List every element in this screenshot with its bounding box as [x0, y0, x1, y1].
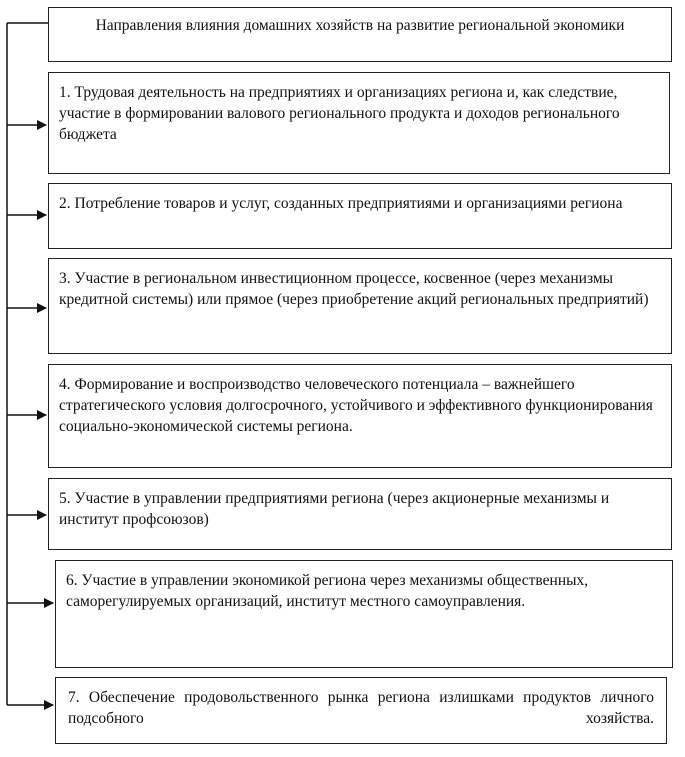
direction-text-3: 3. Участие в региональном инвестиционном процессе, косвенное (через механизмы кредитной системы) или прямое (через приобретение акций региональных предприятий)	[59, 270, 649, 308]
title-box	[48, 7, 672, 62]
title-text: Направления влияния домашних хозяйств на развитие региональной экономики	[95, 17, 625, 34]
direction-box-4	[48, 364, 672, 468]
direction-text-5: 5. Участие в управлении предприятиями региона (через акционерные механизмы и институт профсоюзов)	[59, 490, 610, 528]
direction-box-5	[48, 478, 672, 550]
direction-box-2	[48, 183, 672, 249]
direction-text-6: 6. Участие в управлении экономикой региона через механизмы общественных, саморегулируемых организаций, институт местного самоуправления.	[66, 572, 589, 610]
direction-box-6	[55, 560, 673, 668]
direction-box-1	[48, 72, 670, 174]
direction-text-4: 4. Формирование и воспроизводство человеческого потенциала – важнейшего стратегического условия долгосрочного, устойчивого и эффективного функционирования социально-экономической системы региона.	[59, 376, 653, 435]
direction-text-2: 2. Потребление товаров и услуг, созданных предприятиями и организациями региона	[59, 195, 623, 212]
direction-text-1: 1. Трудовая деятельность на предприятиях и организациях региона и, как следствие, участие в формировании валового регионального продукта и доходов регионального бюджета	[59, 84, 620, 143]
direction-box-7	[55, 677, 667, 744]
direction-text-7: 7. Обеспечение продовольственного рынка региона излишками продуктов личного подсобного хозяйства.	[68, 689, 654, 727]
direction-box-3	[48, 258, 672, 354]
